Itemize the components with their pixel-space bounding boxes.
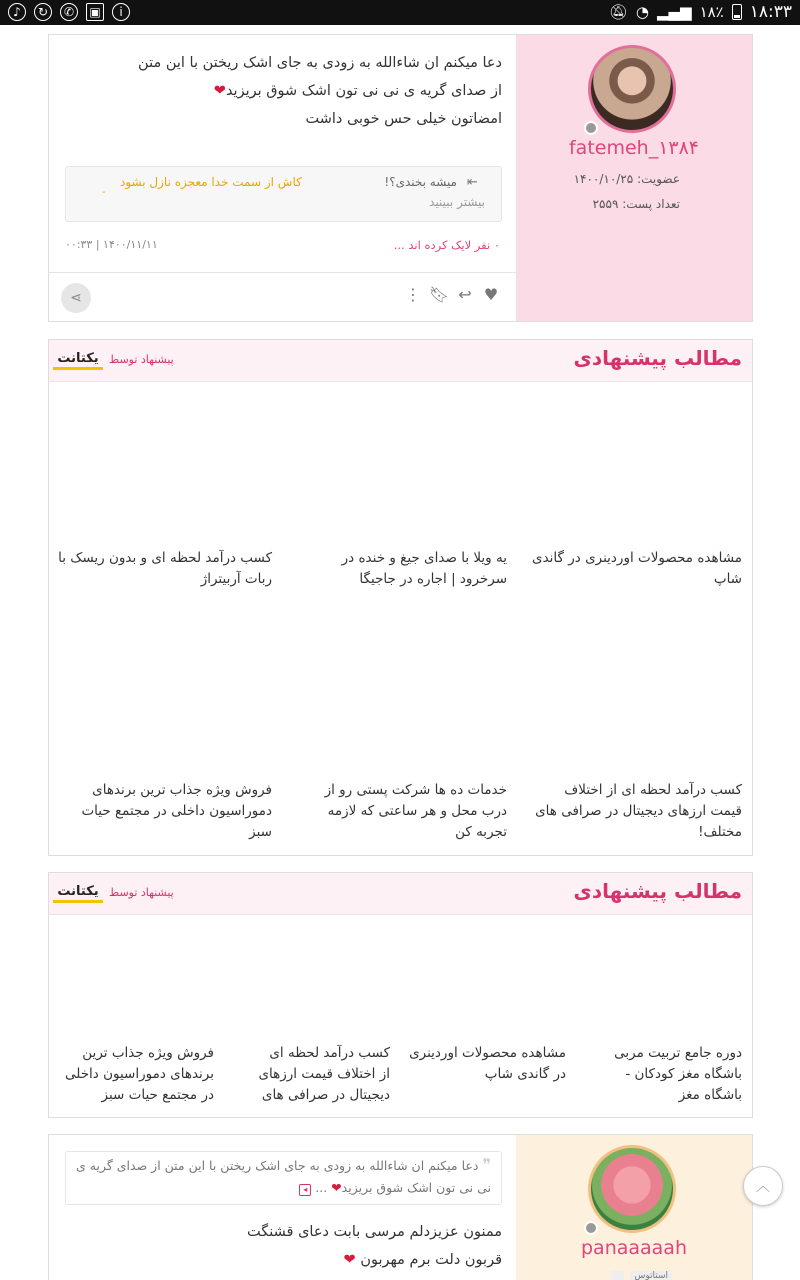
section-header	[49, 873, 752, 915]
sponsored-by-label: پیشنهاد توسط	[109, 353, 174, 366]
author-profile	[516, 35, 752, 321]
heart-icon: ❤	[213, 83, 226, 99]
user-rank-badges	[611, 1271, 672, 1280]
go-to-quote-icon[interactable]: ◂	[299, 1184, 311, 1196]
dash-icon: -	[102, 187, 106, 198]
suggested-content-section	[48, 872, 753, 1118]
section-title: مطالب پیشنهادی	[573, 346, 742, 370]
signal-icon: ▂▄▆	[656, 3, 692, 21]
forum-post	[48, 34, 753, 322]
signature-box	[65, 166, 502, 222]
quote-ellipsis: ...	[315, 1180, 328, 1195]
bookmark-icon[interactable]: 🔖︎	[428, 284, 450, 304]
whatsapp-icon: ✆	[60, 3, 78, 21]
offline-status-icon	[584, 121, 598, 135]
heart-icon: ❤	[331, 1180, 342, 1195]
section-header	[49, 340, 752, 382]
chevron-up-icon: ︿	[756, 1179, 770, 1195]
post-line: دعا میکنم ان شاءالله به زودی به جای اشک ریختن با این متن	[138, 55, 502, 71]
suggested-item[interactable]: کسب درآمد لحظه ای و بدون ریسک با ربات آربیتراژ	[58, 550, 272, 587]
username[interactable]: fatemeh_۱۳۸۴	[568, 137, 700, 159]
sponsored-by-label: پیشنهاد توسط	[109, 886, 174, 899]
battery-percent: ۱۸٪	[699, 3, 724, 21]
rank-badge	[611, 1271, 625, 1280]
signature-wish: کاش از سمت خدا معجزه نازل بشود	[120, 175, 302, 189]
post-count: تعداد پست: ۲۵۵۹	[592, 197, 680, 211]
quoted-message	[65, 1151, 502, 1205]
info-icon: i	[112, 3, 130, 21]
post-line: ممنون عزیزدلم مرسی بابت دعای قشنگت	[246, 1224, 502, 1240]
share-icon[interactable]: ⋖	[61, 283, 91, 313]
forum-post	[48, 1134, 753, 1280]
suggested-item[interactable]: دوره جامع تربیت مربی باشگاه مغز کودکان - باشگاه مغز	[614, 1045, 742, 1103]
more-options-icon[interactable]: ⋮	[405, 284, 421, 304]
music-icon: ♪	[8, 3, 26, 21]
yektanet-logo[interactable]: یکتانت	[53, 350, 103, 370]
likes-count[interactable]: ۰ نفر لایک کرده اند ...	[393, 238, 500, 252]
heart-icon: ❤	[343, 1252, 356, 1268]
post-body	[65, 49, 502, 133]
quote-text: دعا میکنم ان شاءالله به زودی به جای اشک ریختن با این متن از صدای گریه ی نی نی تون اشک شوق بریزید	[76, 1158, 491, 1195]
membership-date: عضویت: ۱۴۰۰/۱۰/۲۵	[573, 172, 680, 186]
sync-icon: ↻	[34, 3, 52, 21]
yektanet-logo[interactable]: یکتانت	[53, 883, 103, 903]
clock: ۱۸:۳۳	[749, 2, 792, 22]
offline-status-icon	[584, 1221, 598, 1235]
suggested-item[interactable]: مشاهده محصولات اوردینری در گاندی شاپ	[532, 550, 742, 587]
avatar[interactable]	[588, 1145, 676, 1233]
section-title: مطالب پیشنهادی	[573, 879, 742, 903]
avatar[interactable]	[588, 45, 676, 133]
suggested-item[interactable]: کسب درآمد لحظه ای از اختلاف قیمت ارزهای دیجیتال در صرافی های مختلف!	[535, 782, 742, 840]
post-actions	[404, 285, 500, 303]
suggested-content-section	[48, 339, 753, 856]
battery-icon	[732, 4, 742, 20]
signature-question: میشه بخندی؟!	[384, 175, 457, 189]
divider	[49, 272, 516, 273]
scroll-to-top-button[interactable]	[743, 1166, 783, 1206]
reply-arrow-icon: ⇤	[467, 175, 478, 190]
wifi-icon: ◔	[635, 3, 649, 21]
see-more-link[interactable]: بیشتر ببینید	[429, 195, 485, 209]
rank-badge: استاتوس	[630, 1271, 672, 1280]
status-bar	[0, 0, 800, 25]
username[interactable]: panaaaaah	[580, 1237, 687, 1259]
post-line-with-heart: قربون دلت برم مهربون ❤	[343, 1252, 502, 1268]
post-line: امضاتون خیلی حس خوبی داشت	[305, 111, 502, 127]
suggested-item[interactable]: مشاهده محصولات اوردینری در گاندی شاپ	[409, 1045, 566, 1082]
gallery-icon: ▣	[86, 3, 104, 21]
quote-mark-icon: ❞	[482, 1155, 491, 1174]
reply-icon[interactable]: ↩	[458, 284, 472, 304]
suggested-item[interactable]: فروش ویژه جذاب ترین برندهای دموراسیون داخلی در مجتمع حیات سبز	[81, 782, 272, 840]
suggested-item[interactable]: کسب درآمد لحظه ای از اختلاف قیمت ارزهای دیجیتال در صرافی های	[258, 1045, 390, 1103]
suggested-item[interactable]: خدمات ده ها شرکت پستی رو از درب محل و هر ساعتی که لازمه تجربه کن	[324, 782, 507, 840]
post-line-with-heart: از صدای گریه ی نی نی تون اشک شوق بریزید❤	[213, 83, 502, 99]
post-body	[65, 1218, 502, 1274]
like-heart-icon[interactable]: ♥	[483, 284, 499, 304]
author-profile	[516, 1135, 752, 1280]
mute-icon: 🔕︎	[608, 3, 628, 21]
suggested-item[interactable]: فروش ویژه جذاب ترین برندهای دموراسیون داخلی در مجتمع حیات سبز	[64, 1045, 214, 1103]
post-date: ۱۴۰۰/۱۱/۱۱ | ۰۰:۳۳	[65, 238, 158, 251]
suggested-item[interactable]: یه ویلا با صدای جیغ و خنده در سرخرود | اجاره در جاجیگا	[341, 550, 507, 587]
